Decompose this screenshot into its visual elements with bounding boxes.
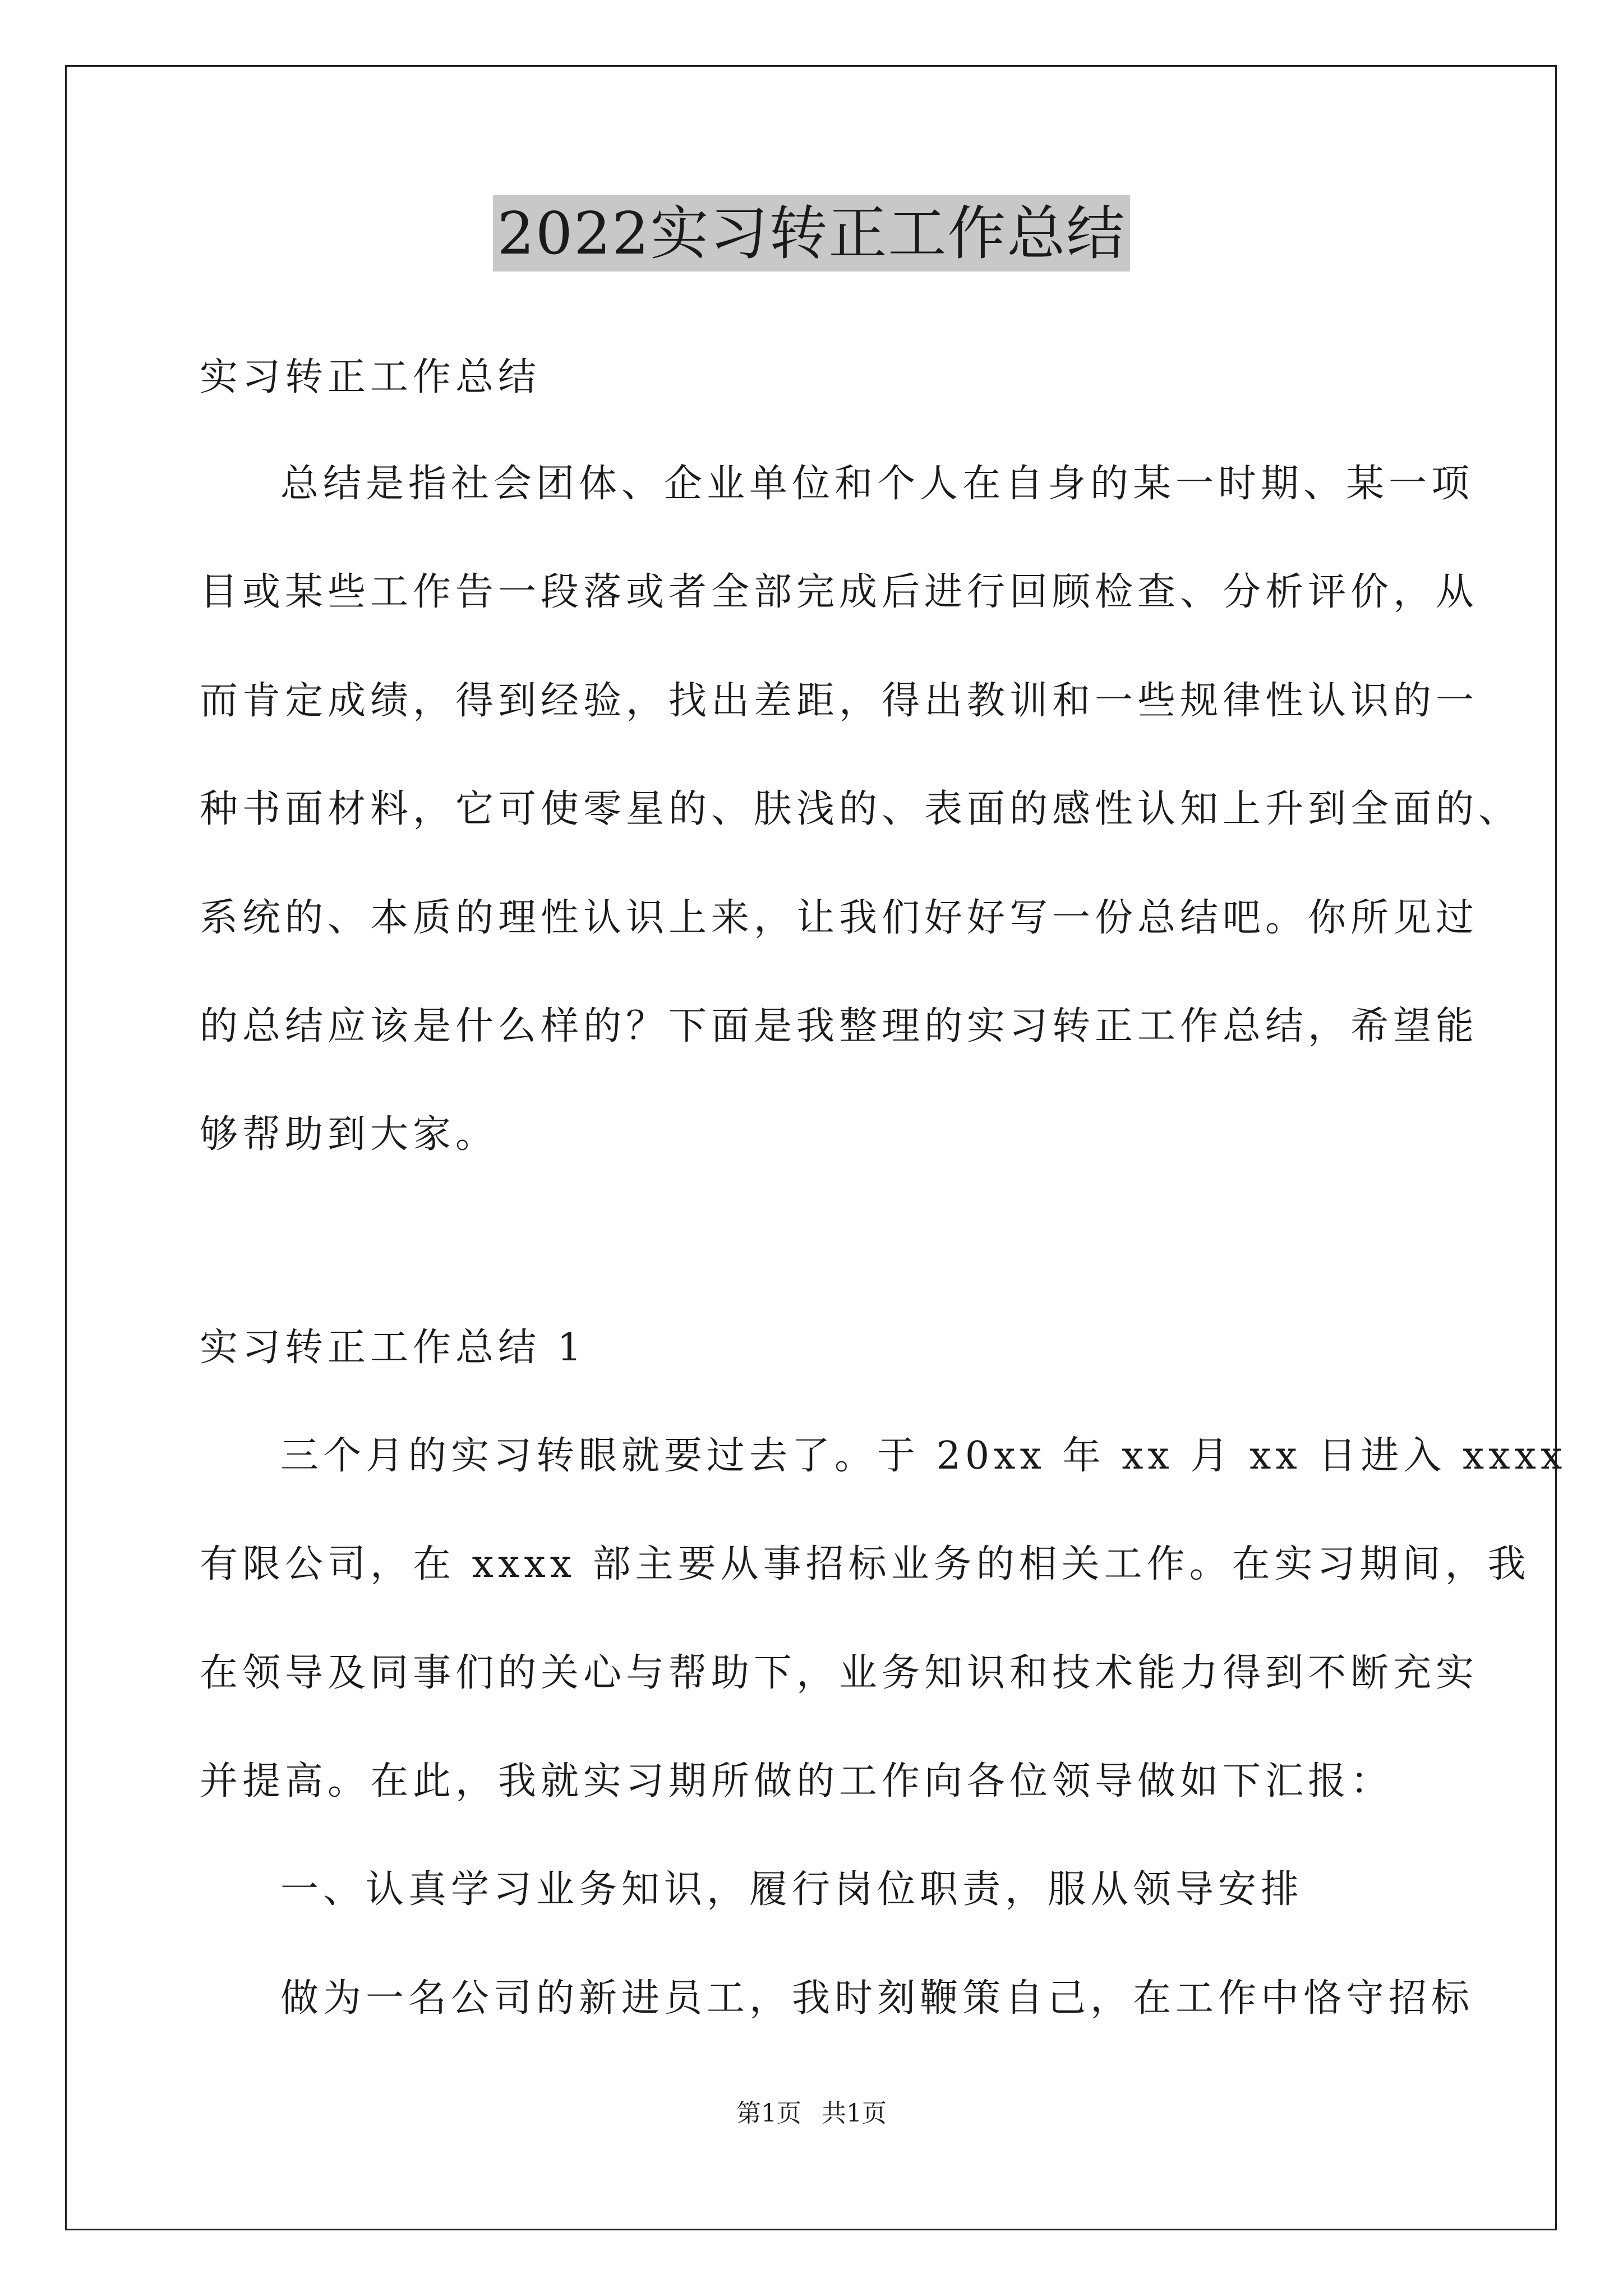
page-footer bbox=[0, 2097, 1623, 2131]
section-line: 并提高。在此，我就实习期所做的工作向各位领导做如下汇报： bbox=[200, 1759, 1394, 1803]
page-number-total: 共1页 bbox=[822, 2099, 887, 2128]
section-line: 在领导及同事们的关心与帮助下，业务知识和技术能力得到不断充实 bbox=[200, 1651, 1479, 1695]
point-heading: 一、认真学习业务知识，履行岗位职责，服从领导安排 bbox=[280, 1867, 1304, 1912]
intro-line: 而肯定成绩，得到经验，找出差距，得出教训和一些规律性认识的一 bbox=[200, 679, 1479, 723]
intro-line: 种书面材料，它可使零星的、肤浅的、表面的感性认知上升到全面的、 bbox=[200, 787, 1521, 831]
page-number-current: 第1页 bbox=[736, 2099, 801, 2128]
intro-line: 的总结应该是什么样的？下面是我整理的实习转正工作总结，希望能 bbox=[200, 1004, 1479, 1048]
section-heading: 实习转正工作总结 1 bbox=[200, 1326, 586, 1370]
intro-line: 总结是指社会团体、企业单位和个人在自身的某一时期、某一项 bbox=[280, 462, 1474, 506]
section-line: 三个月的实习转眼就要过去了。于 20xx 年 xx 月 xx 日进入 xxxx bbox=[280, 1434, 1567, 1478]
intro-line: 目或某些工作告一段落或者全部完成后进行回顾检查、分析评价，从 bbox=[200, 570, 1479, 614]
section-line: 有限公司，在 xxxx 部主要从事招标业务的相关工作。在实习期间，我 bbox=[200, 1542, 1530, 1586]
intro-line: 系统的、本质的理性认识上来，让我们好好写一份总结吧。你所见过 bbox=[200, 896, 1479, 940]
point-line: 做为一名公司的新进员工，我时刻鞭策自己，在工作中恪守招标 bbox=[280, 1976, 1474, 2021]
title-wrapper bbox=[0, 195, 1623, 272]
intro-line: 够帮助到大家。 bbox=[200, 1112, 499, 1157]
document-subtitle: 实习转正工作总结 bbox=[200, 355, 541, 399]
document-title: 2022实习转正工作总结 bbox=[493, 195, 1131, 272]
